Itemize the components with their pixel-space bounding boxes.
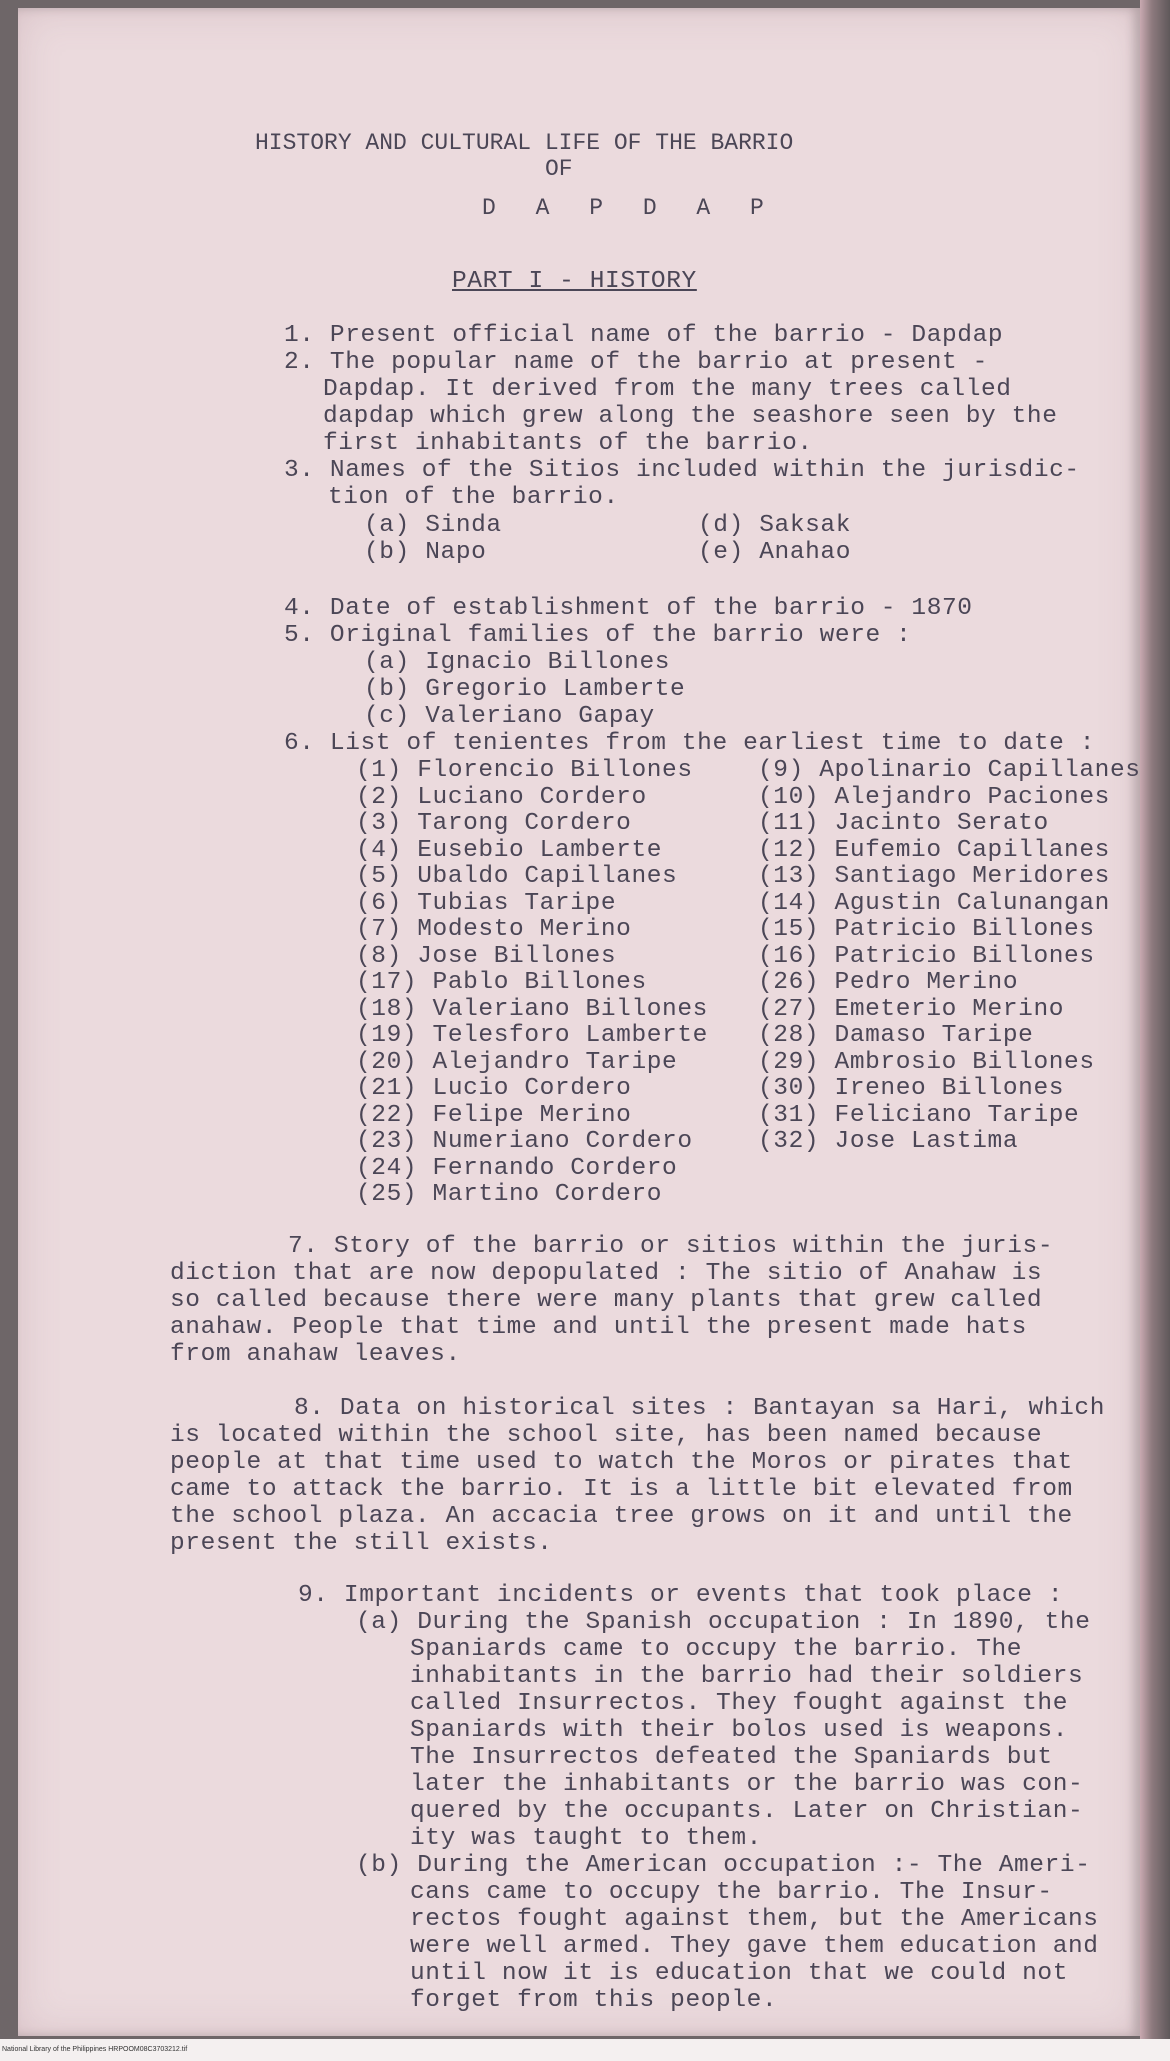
teniente-item: (27) Emeterio Merino bbox=[758, 995, 1065, 1023]
teniente-item: (25) Martino Cordero bbox=[356, 1181, 663, 1208]
item-8-line: 8. Data on historical sites : Bantayan sa Hari, which bbox=[294, 1395, 1106, 1422]
teniente-item: (6) Tubias Taripe bbox=[356, 889, 617, 917]
teniente-item: (3) Tarong Cordero bbox=[356, 810, 632, 837]
item-9b-line: rectos fought against them, but the Americans bbox=[410, 1906, 1099, 1933]
teniente-item: (10) Alejandro Paciones bbox=[758, 783, 1110, 811]
item-9b-line: (b) During the American occupation :- The Ameri- bbox=[356, 1852, 1091, 1879]
sitio-item: (e) Anahao bbox=[698, 539, 852, 566]
item-6: 6. List of tenientes from the earliest time to date : bbox=[284, 730, 1096, 757]
item-8-line: the school plaza. An accacia tree grows on it and until the bbox=[170, 1503, 1073, 1530]
item-2 bbox=[284, 349, 1058, 457]
teniente-item: (1) Florencio Billones bbox=[356, 757, 693, 784]
teniente-item: (19) Telesforo Lamberte bbox=[356, 1022, 708, 1049]
item-9b bbox=[356, 1852, 1099, 2014]
item-7-line: 7. Story of the barrio or sitios within the juris- bbox=[288, 1233, 1054, 1260]
teniente-item: (15) Patricio Billones bbox=[758, 916, 1095, 943]
teniente-item: (2) Luciano Cordero bbox=[356, 783, 647, 811]
teniente-item: (22) Felipe Merino bbox=[356, 1101, 632, 1129]
family-item: (b) Gregorio Lamberte bbox=[364, 676, 686, 703]
item-2-line: dapdap which grew along the seashore seen by the bbox=[323, 403, 1058, 430]
item-2-line: 2. The popular name of the barrio at present - bbox=[284, 349, 988, 376]
item-8-line: present the still exists. bbox=[170, 1530, 553, 1557]
item-9b-line: were well armed. They gave them education and bbox=[410, 1933, 1099, 1960]
item-9b-line: cans came to occupy the barrio. The Insur- bbox=[410, 1879, 1053, 1906]
teniente-item: (11) Jacinto Serato bbox=[758, 810, 1049, 837]
part-heading: PART I - HISTORY bbox=[452, 268, 697, 295]
item-8-line: is located within the school site, has been named because bbox=[170, 1422, 1043, 1449]
item-9a-line: called Insurrectos. They fought against the bbox=[410, 1690, 1069, 1717]
item-9a-line: Spaniards with their bolos used is weapons. bbox=[410, 1717, 1069, 1744]
item-3-line: 3. Names of the Sitios included within the jurisdic- bbox=[284, 457, 1080, 484]
item-1: 1. Present official name of the barrio - Dapdap bbox=[284, 322, 1004, 349]
teniente-item: (32) Jose Lastima bbox=[758, 1128, 1019, 1155]
item-8-line: came to attack the barrio. It is a little bit elevated from bbox=[170, 1476, 1073, 1503]
item-9a-line: inhabitants in the barrio had their soldiers bbox=[410, 1663, 1084, 1690]
teniente-item: (21) Lucio Cordero bbox=[356, 1075, 632, 1102]
teniente-item: (17) Pablo Billones bbox=[356, 969, 647, 996]
item-9a-line: Spaniards came to occupy the barrio. The bbox=[410, 1636, 1023, 1663]
teniente-item: (9) Apolinario Capillanes bbox=[758, 757, 1141, 784]
item-9a-line: The Insurrectos defeated the Spaniards but bbox=[410, 1744, 1053, 1771]
teniente-item: (7) Modesto Merino bbox=[356, 916, 632, 943]
item-7-line: so called because there were many plants that grew called bbox=[170, 1287, 1043, 1314]
sitios-right bbox=[698, 512, 851, 566]
item-9a bbox=[356, 1609, 1091, 1852]
item-9b-line: forget from this people. bbox=[410, 1987, 778, 2014]
teniente-item: (5) Ubaldo Capillanes bbox=[356, 863, 678, 890]
item-3 bbox=[284, 457, 1080, 511]
title-line-3: D A P D A P bbox=[482, 195, 777, 221]
teniente-item: (4) Eusebio Lamberte bbox=[356, 836, 663, 864]
teniente-item: (18) Valeriano Billones bbox=[356, 995, 708, 1023]
item-8 bbox=[170, 1395, 1105, 1557]
item-7-line: anahaw. People that time and until the present made hats bbox=[170, 1314, 1027, 1341]
item-9a-line: (a) During the Spanish occupation : In 1890, the bbox=[356, 1609, 1091, 1636]
teniente-item: (12) Eufemio Capillanes bbox=[758, 836, 1110, 864]
teniente-item: (29) Ambrosio Billones bbox=[758, 1048, 1095, 1076]
family-item: (a) Ignacio Billones bbox=[364, 649, 671, 676]
item-2-line: first inhabitants of the barrio. bbox=[323, 430, 813, 457]
item-9a-line: later the inhabitants or the barrio was con- bbox=[410, 1771, 1084, 1798]
tenientes-left bbox=[356, 757, 708, 1208]
sitios-left bbox=[364, 512, 502, 566]
item-9: 9. Important incidents or events that took place : bbox=[298, 1582, 1064, 1609]
item-5: 5. Original families of the barrio were : bbox=[284, 622, 912, 649]
item-4: 4. Date of establishment of the barrio - 1870 bbox=[284, 595, 973, 622]
sitio-item: (a) Sinda bbox=[364, 512, 502, 539]
tenientes-right bbox=[758, 757, 1141, 1155]
item-9b-line: until now it is education that we could not bbox=[410, 1960, 1069, 1987]
teniente-item: (8) Jose Billones bbox=[356, 942, 617, 970]
teniente-item: (23) Numeriano Cordero bbox=[356, 1128, 693, 1155]
teniente-item: (28) Damaso Taripe bbox=[758, 1022, 1034, 1049]
teniente-item: (24) Fernando Cordero bbox=[356, 1154, 678, 1182]
page-edge bbox=[1140, 0, 1170, 2061]
item-2-line: Dapdap. It derived from the many trees called bbox=[323, 376, 1012, 403]
item-3-line: tion of the barrio. bbox=[328, 484, 619, 511]
scan-footer: National Library of the Philippines HRPOOM08C3703212.tif bbox=[0, 2039, 1170, 2061]
item-7-line: diction that are now depopulated : The sitio of Anahaw is bbox=[170, 1260, 1043, 1287]
item-7 bbox=[170, 1233, 1053, 1368]
teniente-item: (30) Ireneo Billones bbox=[758, 1075, 1065, 1102]
teniente-item: (14) Agustin Calunangan bbox=[758, 889, 1110, 917]
title-line-1: HISTORY AND CULTURAL LIFE OF THE BARRIO bbox=[255, 130, 794, 156]
family-item: (c) Valeriano Gapay bbox=[364, 703, 655, 730]
teniente-item: (16) Patricio Billones bbox=[758, 942, 1095, 970]
title-line-2: OF bbox=[545, 156, 573, 182]
item-9a-line: ity was taught to them. bbox=[410, 1825, 762, 1852]
families-list bbox=[364, 649, 685, 730]
sitio-item: (b) Napo bbox=[364, 539, 487, 566]
item-9a-line: quered by the occupants. Later on Christian- bbox=[410, 1798, 1084, 1825]
teniente-item: (20) Alejandro Taripe bbox=[356, 1048, 678, 1076]
item-7-line: from anahaw leaves. bbox=[170, 1341, 461, 1368]
item-8-line: people at that time used to watch the Moros or pirates that bbox=[170, 1449, 1073, 1476]
teniente-item: (31) Feliciano Taripe bbox=[758, 1101, 1080, 1129]
sitio-item: (d) Saksak bbox=[698, 512, 852, 539]
teniente-item: (26) Pedro Merino bbox=[758, 969, 1019, 996]
teniente-item: (13) Santiago Meridores bbox=[758, 863, 1110, 890]
